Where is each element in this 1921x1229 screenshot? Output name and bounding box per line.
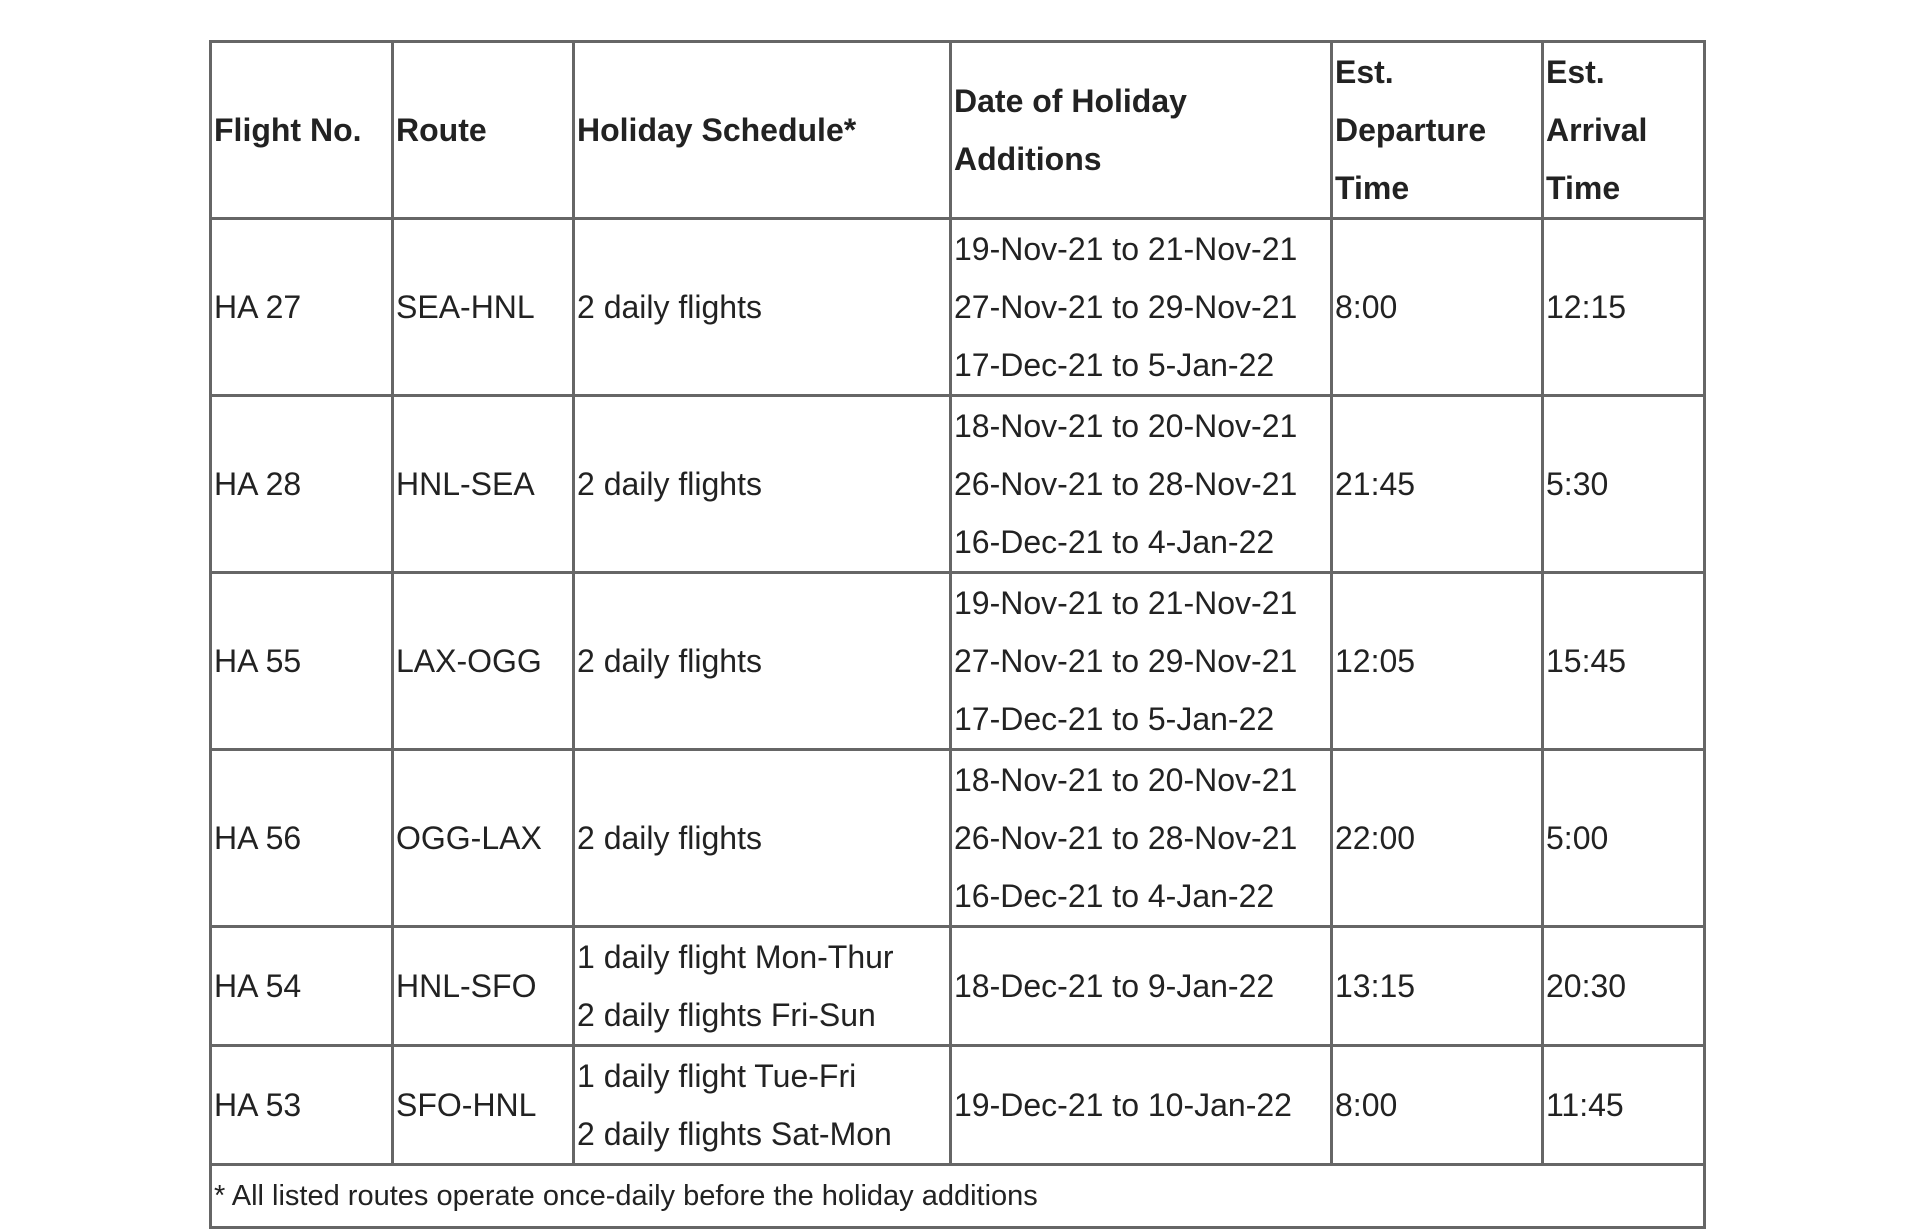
schedule-line: 2 daily flights [577,466,762,502]
arrival-time-cell: 5:30 [1543,396,1705,573]
arrival-time-cell: 20:30 [1543,927,1705,1046]
schedule-line: 2 daily flights Sat-Mon [577,1116,892,1152]
date-range-line: 26-Nov-21 to 28-Nov-21 [954,466,1298,502]
flight-number-cell: HA 56 [211,750,393,927]
date-range-line: 17-Dec-21 to 5-Jan-22 [954,701,1275,737]
date-range-line: 16-Dec-21 to 4-Jan-22 [954,878,1275,914]
departure-time-cell: 22:00 [1332,750,1543,927]
schedule-cell [574,750,951,927]
arrival-time-cell: 15:45 [1543,573,1705,750]
footnote-row [211,1165,1705,1228]
schedule-cell [574,219,951,396]
schedule-cell [574,1046,951,1165]
dates-cell [951,573,1332,750]
dates-cell [951,396,1332,573]
route-cell: HNL-SEA [393,396,574,573]
schedule-line: 1 daily flight Mon-Thur [577,939,894,975]
arrival-time-cell: 12:15 [1543,219,1705,396]
table-header-row [211,42,1705,219]
flight-number-cell: HA 53 [211,1046,393,1165]
date-range-line: 18-Nov-21 to 20-Nov-21 [954,762,1298,798]
date-range-line: 26-Nov-21 to 28-Nov-21 [954,820,1298,856]
flight-number-cell: HA 28 [211,396,393,573]
dates-cell [951,1046,1332,1165]
dates-cell [951,750,1332,927]
date-range-line: 17-Dec-21 to 5-Jan-22 [954,347,1275,383]
header-est-departure: Est. Departure Time [1332,42,1543,219]
date-range-line: 27-Nov-21 to 29-Nov-21 [954,289,1298,325]
departure-time-cell: 8:00 [1332,219,1543,396]
arrival-time-cell: 11:45 [1543,1046,1705,1165]
schedule-cell [574,396,951,573]
departure-time-cell: 12:05 [1332,573,1543,750]
schedule-line: 2 daily flights [577,820,762,856]
schedule-line: 2 daily flights Fri-Sun [577,997,876,1033]
table-row [211,750,1705,927]
header-route: Route [393,42,574,219]
schedule-line: 1 daily flight Tue-Fri [577,1058,857,1094]
schedule-cell [574,927,951,1046]
schedule-line: 2 daily flights [577,289,762,325]
flight-number-cell: HA 27 [211,219,393,396]
flight-number-cell: HA 54 [211,927,393,1046]
route-cell: OGG-LAX [393,750,574,927]
schedule-cell [574,573,951,750]
route-cell: SEA-HNL [393,219,574,396]
holiday-flight-schedule-table [209,40,1706,1229]
table-row [211,927,1705,1046]
header-holiday-schedule: Holiday Schedule* [574,42,951,219]
header-date-of-additions: Date of Holiday Additions [951,42,1332,219]
schedule-line: 2 daily flights [577,643,762,679]
route-cell: SFO-HNL [393,1046,574,1165]
route-cell: HNL-SFO [393,927,574,1046]
dates-cell [951,927,1332,1046]
table-row [211,219,1705,396]
arrival-time-cell: 5:00 [1543,750,1705,927]
departure-time-cell: 8:00 [1332,1046,1543,1165]
date-range-line: 19-Nov-21 to 21-Nov-21 [954,585,1298,621]
date-range-line: 19-Nov-21 to 21-Nov-21 [954,231,1298,267]
flight-number-cell: HA 55 [211,573,393,750]
departure-time-cell: 21:45 [1332,396,1543,573]
route-cell: LAX-OGG [393,573,574,750]
date-range-line: 18-Nov-21 to 20-Nov-21 [954,408,1298,444]
departure-time-cell: 13:15 [1332,927,1543,1046]
date-range-line: 27-Nov-21 to 29-Nov-21 [954,643,1298,679]
footnote: * All listed routes operate once-daily before the holiday additions [211,1165,1705,1228]
dates-cell [951,219,1332,396]
date-range-line: 18-Dec-21 to 9-Jan-22 [954,968,1275,1004]
date-range-line: 16-Dec-21 to 4-Jan-22 [954,524,1275,560]
table-row [211,573,1705,750]
header-est-arrival: Est. Arrival Time [1543,42,1705,219]
table-row [211,1046,1705,1165]
date-range-line: 19-Dec-21 to 10-Jan-22 [954,1087,1292,1123]
table-row [211,396,1705,573]
header-flight-no: Flight No. [211,42,393,219]
